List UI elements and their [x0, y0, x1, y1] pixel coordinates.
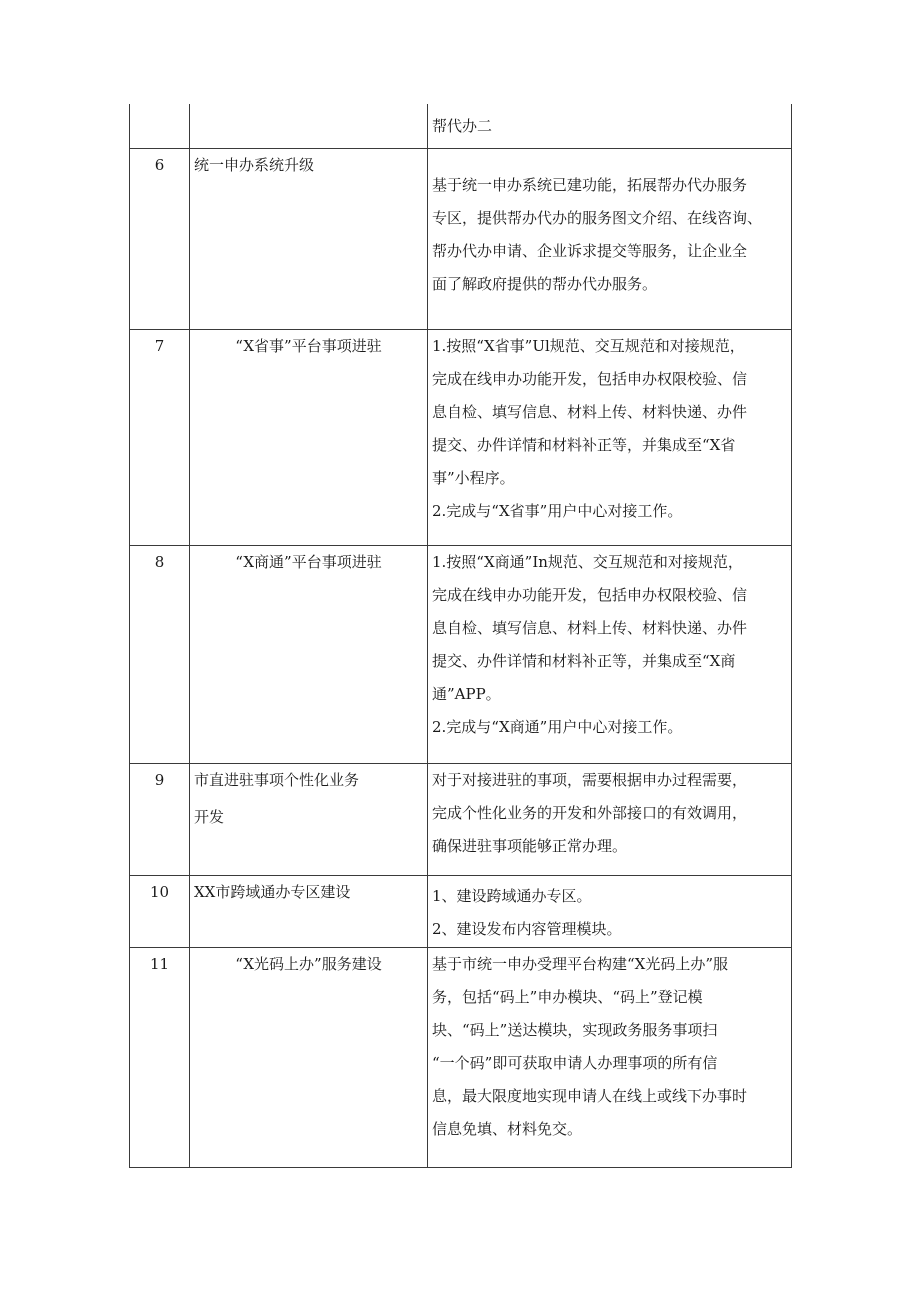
row-name: “X省事”平台事项进驻: [190, 329, 428, 545]
name-line: 市直进驻事项个性化业务: [194, 770, 360, 789]
desc-line: 息自检、填写信息、材料上传、材料快递、办件: [432, 618, 748, 637]
table-row: [130, 947, 792, 1167]
desc-line: 2.完成与“X商通”用户中心对接工作。: [432, 717, 683, 736]
table-row: [130, 763, 792, 875]
row-number: 11: [130, 947, 190, 1167]
desc-line: 务，包括“码上”申办模块、“码上”登记模: [432, 987, 703, 1006]
row-number: 10: [130, 875, 190, 947]
row-description: [428, 329, 792, 545]
row-number: 6: [130, 148, 190, 329]
row-number: 9: [130, 763, 190, 875]
row-name: XX市跨域通办专区建设: [190, 875, 428, 947]
table-row: [130, 545, 792, 763]
desc-line: 通”APP。: [432, 684, 501, 703]
row-description: [428, 947, 792, 1167]
desc-line: 息，最大限度地实现申请人在线上或线下办事时: [432, 1086, 748, 1105]
desc-line: 帮代办二: [432, 117, 493, 135]
table-row: [130, 148, 792, 329]
row-description: [428, 104, 792, 148]
row-number: [130, 104, 190, 148]
project-table: [129, 104, 792, 1168]
row-number: 8: [130, 545, 190, 763]
desc-line: 提交、办件详情和材料补正等，并集成至“X商: [432, 651, 736, 670]
desc-line: 块、“码上”送达模块，实现政务服务事项扫: [432, 1020, 718, 1039]
table-row: [130, 329, 792, 545]
desc-line: 事”小程序。: [432, 468, 515, 487]
desc-line: 完成在线申办功能开发，包括申办权限校验、信: [432, 369, 748, 388]
name-line: 开发: [194, 807, 225, 826]
row-name: “X光码上办”服务建设: [190, 947, 428, 1167]
row-description: [428, 763, 792, 875]
row-number: 7: [130, 329, 190, 545]
desc-line: 1.按照“X省事”Ul规范、交互规范和对接规范，: [432, 336, 745, 355]
desc-line: 确保进驻事项能够正常办理。: [432, 836, 628, 855]
desc-line: 专区，提供帮办代办的服务图文介绍、在线咨询、: [432, 208, 763, 227]
desc-line: 面了解政府提供的帮办代办服务。: [432, 274, 658, 293]
desc-line: 基于统一申办系统已建功能，拓展帮办代办服务: [432, 175, 748, 194]
row-name: 统一申办系统升级: [190, 148, 428, 329]
desc-line: 帮办代办申请、企业诉求提交等服务，让企业全: [432, 241, 748, 260]
row-description: [428, 545, 792, 763]
table-row: [130, 875, 792, 947]
desc-line: 1、建设跨域通办专区。: [432, 886, 592, 905]
desc-line: 提交、办件详情和材料补正等，并集成至“X省: [432, 435, 736, 454]
row-name: [190, 763, 428, 875]
desc-line: 完成个性化业务的开发和外部接口的有效调用，: [432, 803, 748, 822]
desc-line: 基于市统一申办受理平台构建“X光码上办”服: [432, 954, 729, 973]
desc-line: 信息免填、材料免交。: [432, 1119, 583, 1138]
row-description: [428, 875, 792, 947]
desc-line: 2、建设发布内容管理模块。: [432, 919, 622, 938]
desc-line: “一个码”即可获取申请人办理事项的所有信: [432, 1053, 718, 1072]
row-name: [190, 104, 428, 148]
desc-line: 完成在线申办功能开发，包括申办权限校验、信: [432, 585, 748, 604]
row-description: [428, 148, 792, 329]
desc-line: 对于对接进驻的事项，需要根据申办过程需要，: [432, 770, 748, 789]
row-name: “X商通”平台事项进驻: [190, 545, 428, 763]
desc-line: 2.完成与“X省事”用户中心对接工作。: [432, 501, 683, 520]
desc-line: 1.按照“X商通”In规范、交互规范和对接规范，: [432, 552, 743, 571]
desc-line: 息自检、填写信息、材料上传、材料快递、办件: [432, 402, 748, 421]
table-row: [130, 104, 792, 148]
